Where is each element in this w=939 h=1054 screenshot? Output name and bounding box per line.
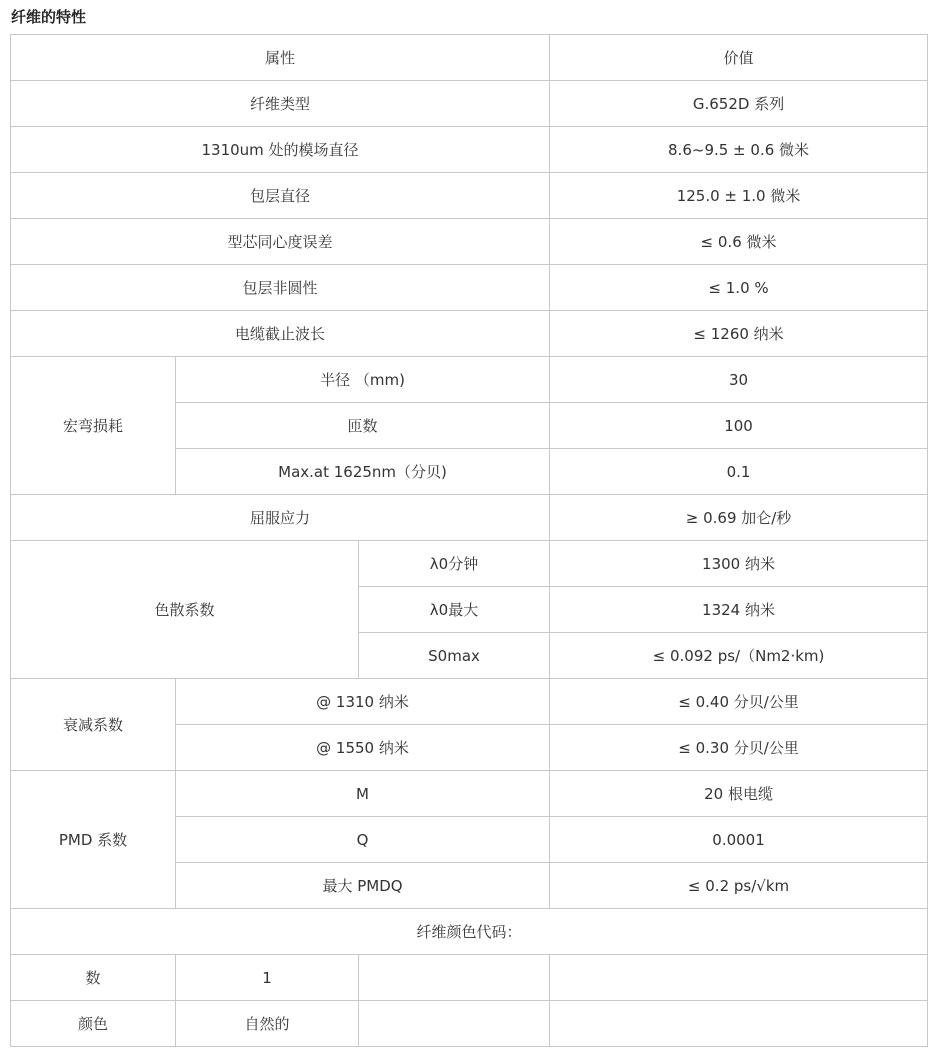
macrobend-item-value: 100 [550, 403, 928, 449]
empty-cell [359, 1001, 550, 1047]
table-row [11, 1001, 928, 1047]
empty-cell [550, 1001, 928, 1047]
section-title: 纤维的特性 [11, 8, 87, 26]
header-property: 属性 [11, 35, 550, 81]
macrobend-item-value: 0.1 [550, 449, 928, 495]
color-code-number-value: 1 [176, 955, 359, 1001]
dispersion-item-value: 1324 纳米 [550, 587, 928, 633]
table-row [11, 955, 928, 1001]
table-row [11, 679, 928, 725]
group-label-attenuation: 衰减系数 [11, 679, 176, 771]
dispersion-item-label: λ0分钟 [359, 541, 550, 587]
pmd-item-value: 0.0001 [550, 817, 928, 863]
row-label-cladding-diameter: 包层直径 [11, 173, 550, 219]
row-value-mode-field: 8.6~9.5 ± 0.6 微米 [550, 127, 928, 173]
color-code-number-label: 数 [11, 955, 176, 1001]
table-row [11, 495, 928, 541]
group-label-pmd: PMD 系数 [11, 771, 176, 909]
table-row [11, 127, 928, 173]
row-label-core-concentricity: 型芯同心度误差 [11, 219, 550, 265]
macrobend-item-label: 匝数 [176, 403, 550, 449]
table-row [11, 219, 928, 265]
dispersion-item-value: 1300 纳米 [550, 541, 928, 587]
pmd-item-label: M [176, 771, 550, 817]
macrobend-item-label: 半径 （mm) [176, 357, 550, 403]
table-row [11, 909, 928, 955]
pmd-item-value: 20 根电缆 [550, 771, 928, 817]
table-header-row [11, 35, 928, 81]
row-label-proof-stress: 屈服应力 [11, 495, 550, 541]
macrobend-item-value: 30 [550, 357, 928, 403]
row-value-cladding-diameter: 125.0 ± 1.0 微米 [550, 173, 928, 219]
dispersion-item-label: S0max [359, 633, 550, 679]
table-row [11, 265, 928, 311]
color-code-color-value: 自然的 [176, 1001, 359, 1047]
row-label-fiber-type: 纤维类型 [11, 81, 550, 127]
table-row [11, 541, 928, 587]
table-row [11, 771, 928, 817]
attenuation-item-label: @ 1550 纳米 [176, 725, 550, 771]
attenuation-item-label: @ 1310 纳米 [176, 679, 550, 725]
row-value-proof-stress: ≥ 0.69 加仑/秒 [550, 495, 928, 541]
group-label-macrobend: 宏弯损耗 [11, 357, 176, 495]
table-row [11, 311, 928, 357]
macrobend-item-label: Max.at 1625nm（分贝) [176, 449, 550, 495]
row-value-fiber-type: G.652D 系列 [550, 81, 928, 127]
dispersion-item-value: ≤ 0.092 ps/（Nm2·km) [550, 633, 928, 679]
empty-cell [550, 955, 928, 1001]
attenuation-item-value: ≤ 0.40 分贝/公里 [550, 679, 928, 725]
empty-cell [359, 955, 550, 1001]
group-label-dispersion: 色散系数 [11, 541, 359, 679]
row-value-core-concentricity: ≤ 0.6 微米 [550, 219, 928, 265]
pmd-item-label: 最大 PMDQ [176, 863, 550, 909]
table-row [11, 357, 928, 403]
row-value-cladding-noncircularity: ≤ 1.0 % [550, 265, 928, 311]
dispersion-item-label: λ0最大 [359, 587, 550, 633]
row-label-cladding-noncircularity: 包层非圆性 [11, 265, 550, 311]
row-label-cable-cutoff: 电缆截止波长 [11, 311, 550, 357]
pmd-item-value: ≤ 0.2 ps/√km [550, 863, 928, 909]
table-row [11, 81, 928, 127]
row-label-mode-field: 1310um 处的模场直径 [11, 127, 550, 173]
color-code-title: 纤维颜色代码： [11, 909, 928, 955]
pmd-item-label: Q [176, 817, 550, 863]
fiber-properties-table [10, 34, 928, 1047]
attenuation-item-value: ≤ 0.30 分贝/公里 [550, 725, 928, 771]
header-value: 价值 [550, 35, 928, 81]
table-row [11, 173, 928, 219]
color-code-color-label: 颜色 [11, 1001, 176, 1047]
row-value-cable-cutoff: ≤ 1260 纳米 [550, 311, 928, 357]
